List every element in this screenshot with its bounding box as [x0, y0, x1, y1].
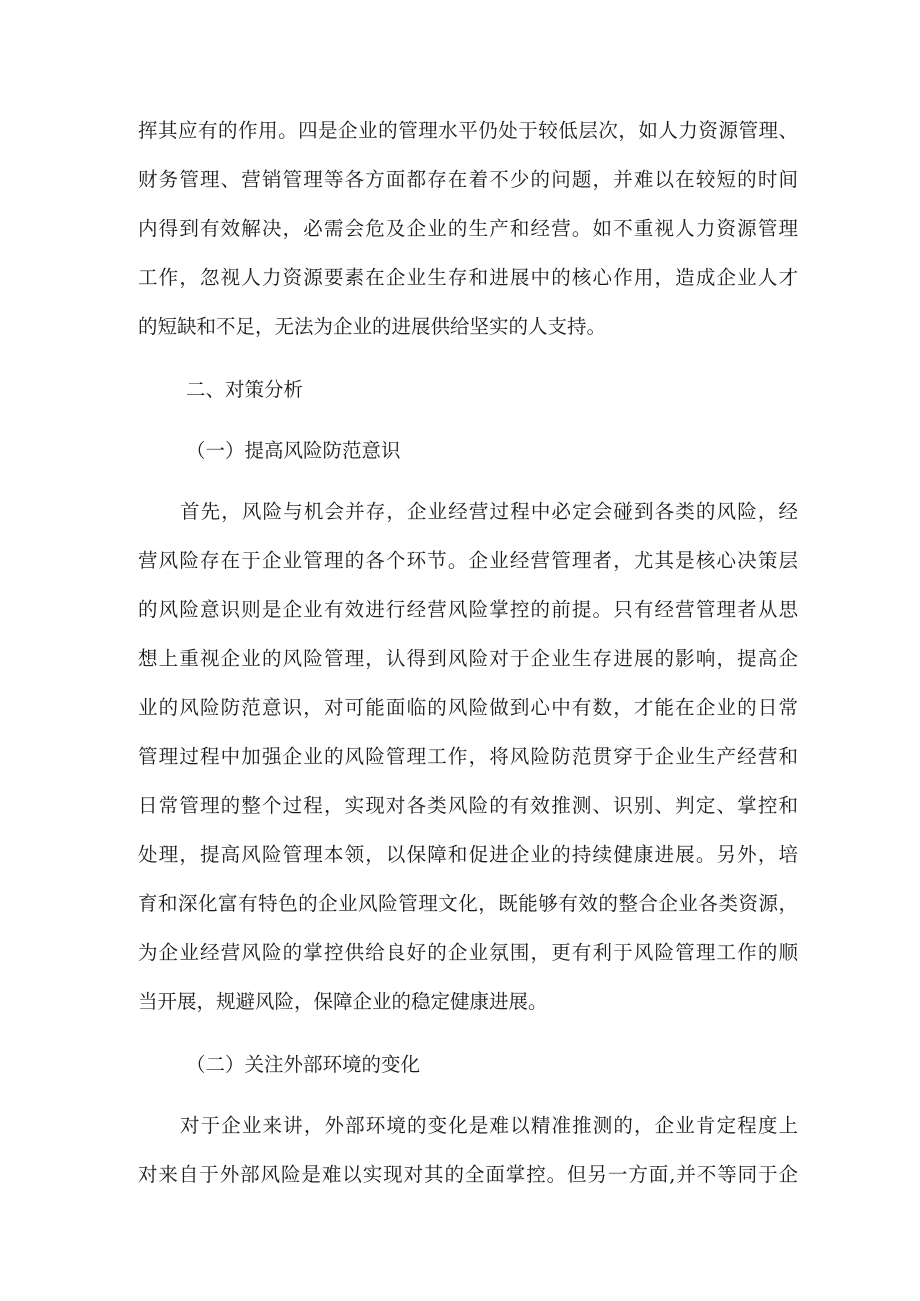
- text-line: 的短缺和不足，无法为企业的进展供给坚实的人支持。: [138, 315, 607, 338]
- subsection-heading-2: （二）关注外部环境的变化: [186, 1053, 421, 1076]
- text-line: 管理过程中加强企业的风险管理工作，将风险防范贯穿于企业生产经营和: [138, 745, 798, 768]
- text-line: 为企业经营风险的掌控供给良好的企业氛围，更有利于风险管理工作的顺: [138, 941, 798, 964]
- text-line: 日常管理的整个过程，实现对各类风险的有效推测、识别、判定、掌控和: [138, 794, 798, 817]
- text-line: 的风险意识则是企业有效进行经营风险掌控的前提。只有经营管理者从思: [138, 598, 798, 621]
- text-line: 处理，提高风险管理本领，以保障和促进企业的持续健康进展。另外，培: [138, 843, 798, 866]
- text-line: 营风险存在于企业管理的各个环节。企业经营管理者，尤其是核心决策层: [138, 549, 798, 572]
- text-line: 内得到有效解决，必需会危及企业的生产和经营。如不重视人力资源管理: [138, 217, 798, 240]
- text-line: 当开展，规避风险，保障企业的稳定健康进展。: [138, 990, 548, 1013]
- text-line: 对来自于外部风险是难以实现对其的全面掌控。但另一方面,并不等同于企: [138, 1163, 798, 1186]
- text-line: 对于企业来讲，外部环境的变化是难以精准推测的，企业肯定程度上: [180, 1114, 798, 1137]
- text-line: 首先，风险与机会并存，企业经营过程中必定会碰到各类的风险，经: [180, 500, 798, 523]
- text-line: 想上重视企业的风险管理，认得到风险对于企业生存进展的影响，提高企: [138, 647, 798, 670]
- section-heading: 二、对策分析: [186, 378, 304, 401]
- text-line: 财务管理、营销管理等各方面都存在着不少的问题，并难以在较短的时间: [138, 168, 798, 191]
- text-line: 育和深化富有特色的企业风险管理文化，既能够有效的整合企业各类资源，: [138, 892, 798, 915]
- text-line: 工作，忽视人力资源要素在企业生存和进展中的核心作用，造成企业人才: [138, 266, 798, 289]
- subsection-heading-1: （一）提高风险防范意识: [186, 439, 401, 462]
- text-line: 业的风险防范意识，对可能面临的风险做到心中有数，才能在企业的日常: [138, 696, 798, 719]
- text-line: 挥其应有的作用。四是企业的管理水平仍处于较低层次，如人力资源管理、: [138, 119, 798, 142]
